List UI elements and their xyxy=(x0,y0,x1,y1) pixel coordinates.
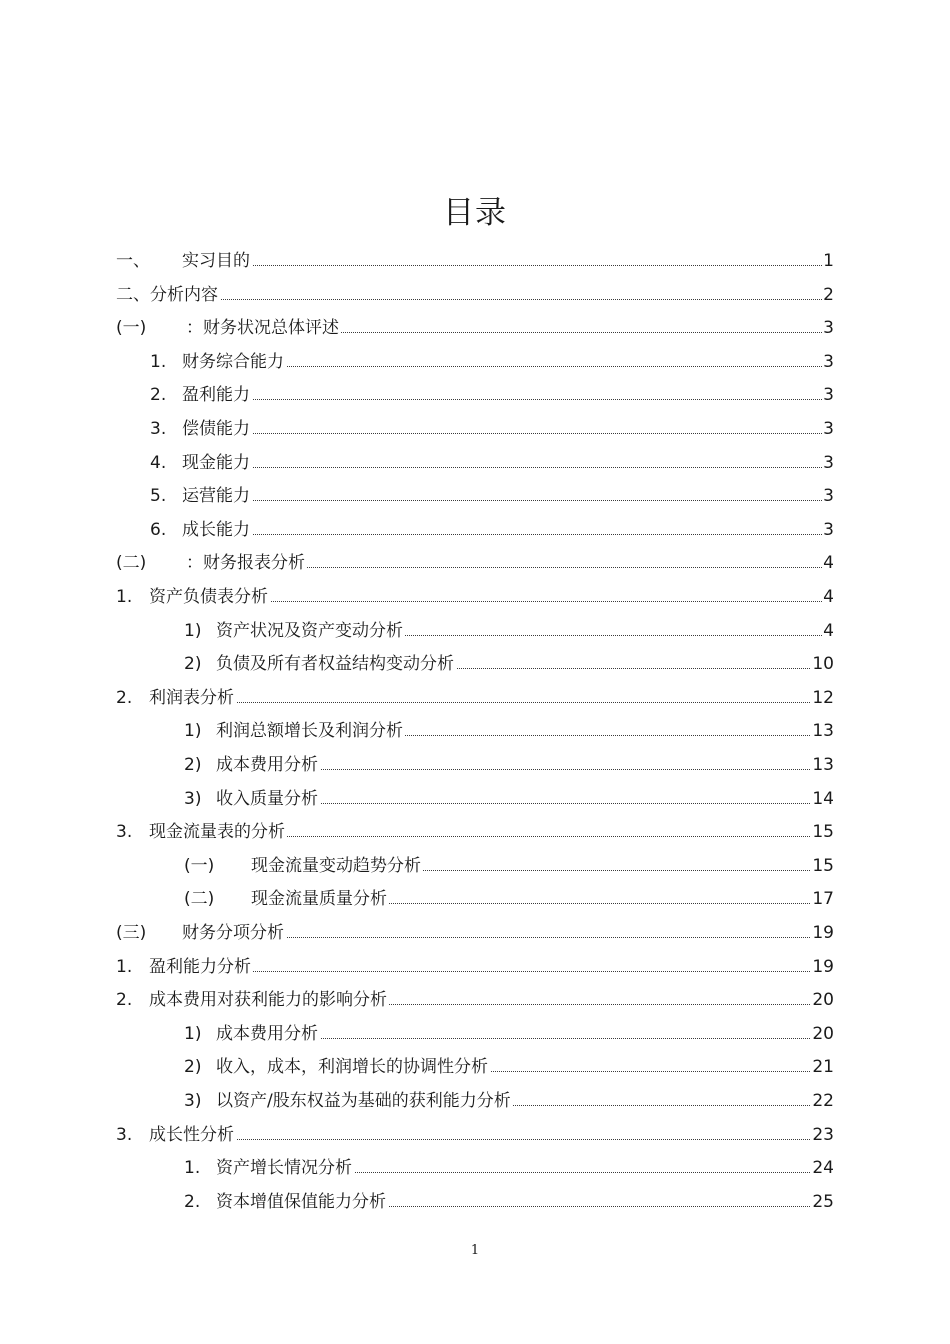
toc-entry-page: 24 xyxy=(812,1158,834,1179)
toc-entry-title: 资产状况及资产变动分析 xyxy=(216,620,403,641)
toc-entry-number: 3. xyxy=(150,419,167,439)
toc-entry[interactable] xyxy=(0,378,950,411)
toc-entry-page: 13 xyxy=(812,755,834,775)
toc-entry-number: 3) xyxy=(184,788,202,809)
toc-entry-title: 利润总额增长及利润分析 xyxy=(216,721,403,742)
toc-entry[interactable] xyxy=(0,983,950,1016)
toc-entry-number: (一) xyxy=(184,855,215,876)
toc-dot-leader xyxy=(182,265,830,266)
toc-entry-page: 20 xyxy=(812,1023,834,1044)
toc-entry-number: 2. xyxy=(150,385,167,406)
toc-entry[interactable] xyxy=(0,681,950,714)
toc-entry[interactable] xyxy=(0,1050,950,1083)
toc-entry-page: 3 xyxy=(823,419,834,439)
toc-dot-leader xyxy=(149,1139,830,1140)
toc-entry-title: 偿债能力 xyxy=(182,419,250,439)
toc-entry-number: 2. xyxy=(184,1191,201,1212)
toc-entry[interactable] xyxy=(0,479,950,512)
toc-entry-page: 4 xyxy=(823,553,834,574)
toc-entry[interactable] xyxy=(0,916,950,949)
toc-entry-number: 2) xyxy=(184,1057,202,1078)
toc-entry-title: 盈利能力分析 xyxy=(149,956,251,977)
toc-entry-title: 资产增长情况分析 xyxy=(216,1158,352,1179)
toc-entry-title: 成长能力 xyxy=(182,519,250,540)
toc-entry-title: 现金流量质量分析 xyxy=(251,889,387,910)
toc-entry-title: 二、分析内容 xyxy=(116,284,218,305)
toc-entry-title: 收入，成本，利润增长的协调性分析 xyxy=(216,1057,488,1078)
toc-entry[interactable] xyxy=(0,882,950,915)
toc-entry-page: 14 xyxy=(812,788,834,809)
toc-entry[interactable] xyxy=(0,1084,950,1117)
toc-entry-number: (二) xyxy=(184,889,215,910)
toc-entry-page: 17 xyxy=(812,889,834,910)
toc-entry-number: 2. xyxy=(116,990,133,1011)
toc-entry-page: 20 xyxy=(812,990,834,1011)
toc-entry-number: 2) xyxy=(184,654,202,675)
toc-entry-page: 22 xyxy=(812,1091,834,1111)
toc-dot-leader xyxy=(182,467,830,468)
toc-entry-page: 3 xyxy=(823,486,834,507)
toc-entry[interactable] xyxy=(0,782,950,815)
toc-dot-leader xyxy=(182,500,830,501)
toc-entry-page: 12 xyxy=(812,687,834,708)
toc-entry-title: ：财务状况总体评述 xyxy=(186,318,339,339)
toc-dot-leader xyxy=(182,433,830,434)
toc-entry-page: 4 xyxy=(823,587,834,607)
toc-entry[interactable] xyxy=(0,513,950,546)
toc-entry-page: 3 xyxy=(823,385,834,406)
footer-page-number: 1 xyxy=(470,1243,480,1258)
toc-entry[interactable] xyxy=(0,748,950,781)
toc-entry-number: 2. xyxy=(116,687,133,708)
toc-entry-title: 成本费用分析 xyxy=(216,755,318,775)
toc-entry[interactable] xyxy=(0,950,950,983)
toc-entry-title: 利润表分析 xyxy=(149,687,234,708)
toc-dot-leader xyxy=(149,702,830,703)
toc-entry-number: 2) xyxy=(184,755,202,775)
toc-entry-title: 收入质量分析 xyxy=(216,788,318,809)
toc-entry-title: 现金流量变动趋势分析 xyxy=(251,855,421,876)
toc-entry-page: 23 xyxy=(812,1124,834,1145)
toc-entry-number: 3. xyxy=(116,1124,133,1145)
toc-entry[interactable] xyxy=(0,714,950,747)
toc-entry-page: 1 xyxy=(823,251,834,271)
toc-entry-page: 15 xyxy=(812,822,834,843)
toc-dot-leader xyxy=(116,299,830,300)
toc-entry-title: 现金流量表的分析 xyxy=(149,822,285,843)
toc-entry-number: 1. xyxy=(116,956,133,977)
toc-entry[interactable] xyxy=(0,311,950,344)
toc-entry-number: 1) xyxy=(184,1023,202,1044)
toc-entry-title: 盈利能力 xyxy=(182,385,250,406)
toc-entry-number: 3) xyxy=(184,1091,202,1111)
toc-entry-page: 25 xyxy=(812,1191,834,1212)
toc-entry-page: 3 xyxy=(823,519,834,540)
toc-entry[interactable] xyxy=(0,647,950,680)
toc-entry[interactable] xyxy=(0,1151,950,1184)
toc-entry-title: 成本费用对获利能力的影响分析 xyxy=(149,990,387,1011)
toc-dot-leader xyxy=(182,534,830,535)
toc-entry-page: 2 xyxy=(823,284,834,305)
toc-entry-number: 4. xyxy=(150,452,167,473)
toc-entry-title: 成本费用分析 xyxy=(216,1023,318,1044)
toc-entry-title: 资产负债表分析 xyxy=(149,587,268,607)
toc-entry-number: (三) xyxy=(116,923,147,943)
toc-entry-page: 13 xyxy=(812,721,834,742)
toc-entry[interactable] xyxy=(0,1118,950,1151)
toc-entry-page: 3 xyxy=(823,452,834,473)
toc-entry-number: (一) xyxy=(116,318,147,339)
toc-entry-title: 资本增值保值能力分析 xyxy=(216,1191,386,1212)
toc-entry[interactable] xyxy=(0,1185,950,1218)
toc-entry-number: 5. xyxy=(150,486,167,507)
toc-entry-number: 1. xyxy=(116,587,133,607)
toc-entry-title: 财务综合能力 xyxy=(182,351,284,372)
toc-entry-title: ：财务报表分析 xyxy=(186,553,305,574)
toc-entry-page: 21 xyxy=(812,1057,834,1078)
toc-entry[interactable] xyxy=(0,546,950,579)
toc-entry-number: 一、 xyxy=(116,251,150,271)
toc-entry-title: 财务分项分析 xyxy=(182,923,284,943)
toc-entry-number: 3. xyxy=(116,822,133,843)
toc-entry-page: 3 xyxy=(823,351,834,372)
toc-entry-page: 3 xyxy=(823,318,834,339)
toc-entry[interactable] xyxy=(0,614,950,647)
toc-entry-title: 负债及所有者权益结构变动分析 xyxy=(216,654,454,675)
toc-entry-title: 实习目的 xyxy=(182,251,250,271)
toc-entry-number: 1. xyxy=(184,1158,201,1179)
toc-entry[interactable] xyxy=(0,849,950,882)
toc-entry[interactable] xyxy=(0,1017,950,1050)
toc-entry-page: 19 xyxy=(812,923,834,943)
toc-entry[interactable] xyxy=(0,345,950,378)
toc-entry-number: 1) xyxy=(184,620,202,641)
page-title: 目录 xyxy=(443,195,507,231)
toc-entry-number: 6. xyxy=(150,519,167,540)
toc-entry[interactable] xyxy=(0,244,950,277)
toc-entry-page: 10 xyxy=(812,654,834,675)
toc-entry[interactable] xyxy=(0,412,950,445)
toc-entry-title: 以资产/股东权益为基础的获利能力分析 xyxy=(216,1091,511,1111)
toc-entry-number: 1. xyxy=(150,351,167,372)
toc-entry-page: 15 xyxy=(812,855,834,876)
toc-entry-title: 成长性分析 xyxy=(149,1124,234,1145)
toc-entry-page: 4 xyxy=(823,620,834,641)
toc-entry-number: 1) xyxy=(184,721,202,742)
toc-entry-title: 运营能力 xyxy=(182,486,250,507)
toc-entry-page: 19 xyxy=(812,956,834,977)
toc-entry[interactable] xyxy=(0,446,950,479)
toc-entry[interactable] xyxy=(0,278,950,311)
toc-entry[interactable] xyxy=(0,580,950,613)
toc-dot-leader xyxy=(182,399,830,400)
toc-entry[interactable] xyxy=(0,815,950,848)
toc-entry-number: (二) xyxy=(116,553,147,574)
toc-entry-title: 现金能力 xyxy=(182,452,250,473)
